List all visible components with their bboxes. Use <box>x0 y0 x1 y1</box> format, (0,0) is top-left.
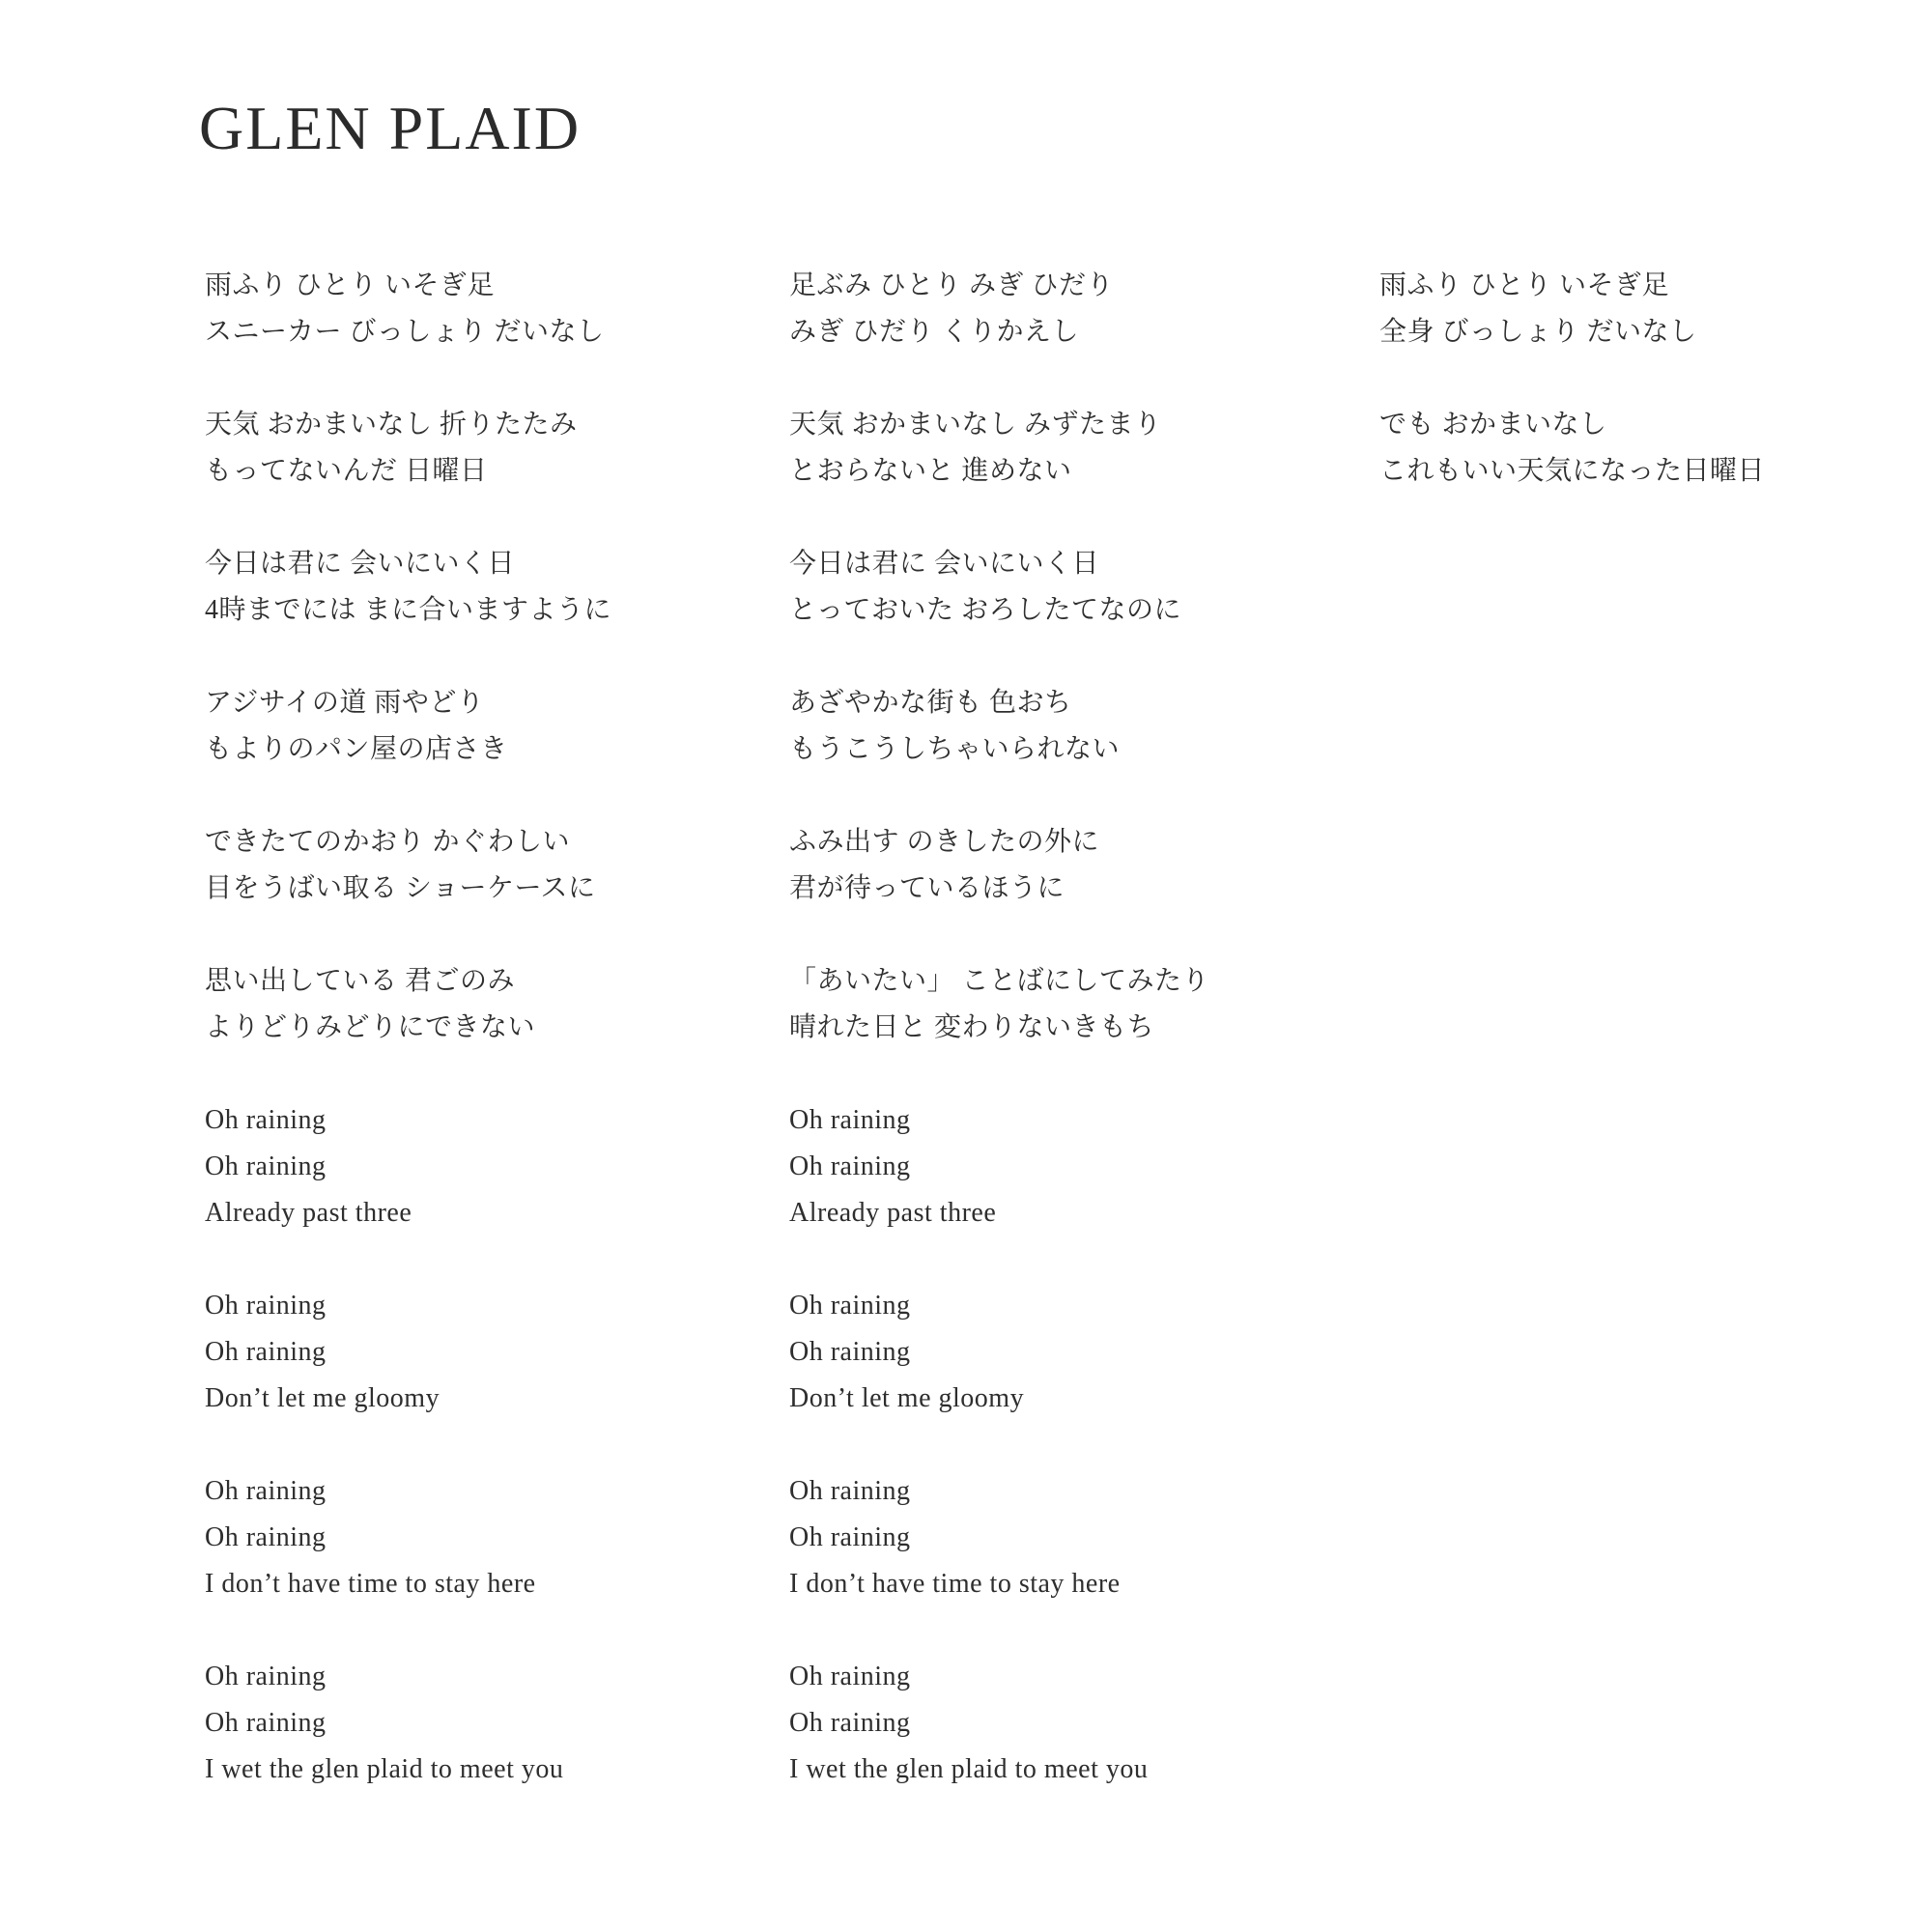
lyric-line: 4時までには まに合いますように <box>205 595 612 625</box>
stanza <box>205 680 765 773</box>
stanza <box>789 1097 1350 1236</box>
lyric-line: あざやかな街も 色おち <box>789 688 1072 718</box>
lyric-line: 思い出している 君ごのみ <box>205 966 516 996</box>
lyric-line: 全身 びっしょり だいなし <box>1379 317 1697 347</box>
lyric-line: Oh raining <box>789 1105 911 1135</box>
stanza <box>789 541 1350 634</box>
lyric-line: Oh raining <box>205 1291 327 1321</box>
lyric-line: I don’t have time to stay here <box>205 1569 536 1599</box>
lyric-line: 君が待っているほうに <box>789 873 1065 903</box>
lyric-line: Oh raining <box>205 1105 327 1135</box>
stanza <box>789 958 1350 1051</box>
lyric-line: Oh raining <box>205 1476 327 1506</box>
stanza <box>205 541 765 634</box>
lyric-line: できたてのかおり かぐわしい <box>205 827 571 857</box>
stanza <box>789 402 1350 495</box>
lyric-line: I wet the glen plaid to meet you <box>789 1754 1149 1784</box>
lyric-line: とおらないと 進めない <box>789 456 1072 486</box>
lyric-line: でも おかまいなし <box>1379 410 1607 440</box>
stanza <box>1379 263 1932 355</box>
lyric-line: 天気 おかまいなし 折りたたみ <box>205 410 578 440</box>
lyric-line: 雨ふり ひとり いそぎ足 <box>1379 270 1670 300</box>
lyric-line: Oh raining <box>205 1151 327 1181</box>
lyric-line: 足ぶみ ひとり みぎ ひだり <box>789 270 1115 300</box>
lyric-line: Oh raining <box>789 1476 911 1506</box>
lyric-line: 雨ふり ひとり いそぎ足 <box>205 270 496 300</box>
lyric-line: もうこうしちゃいられない <box>789 734 1121 764</box>
stanza <box>789 680 1350 773</box>
lyric-line: もってないんだ 日曜日 <box>205 456 488 486</box>
lyric-line: 今日は君に 会いにいく日 <box>789 549 1100 579</box>
lyric-line: 天気 おかまいなし みずたまり <box>789 410 1162 440</box>
lyric-line: Oh raining <box>205 1522 327 1552</box>
stanza <box>205 819 765 912</box>
stanza <box>205 1283 765 1422</box>
lyrics-column-middle <box>789 263 1350 1839</box>
lyric-line: 目をうばい取る ショーケースに <box>205 873 596 903</box>
lyric-line: ふみ出す のきしたの外に <box>789 827 1100 857</box>
lyric-line: I don’t have time to stay here <box>789 1569 1121 1599</box>
lyric-line: Oh raining <box>789 1291 911 1321</box>
lyric-line: Don’t let me gloomy <box>789 1383 1025 1413</box>
stanza <box>205 402 765 495</box>
lyric-line: Oh raining <box>789 1662 911 1691</box>
stanza <box>789 1283 1350 1422</box>
stanza <box>205 1097 765 1236</box>
lyric-line: 「あいたい」 ことばにしてみたり <box>789 966 1210 996</box>
lyric-line: Already past three <box>205 1198 412 1228</box>
stanza <box>789 263 1350 355</box>
lyric-line: Oh raining <box>789 1522 911 1552</box>
lyric-line: これもいい天気になった日曜日 <box>1379 456 1766 486</box>
lyric-line: Oh raining <box>205 1708 327 1738</box>
lyrics-column-right <box>1379 263 1932 541</box>
lyric-line: Oh raining <box>789 1708 911 1738</box>
stanza <box>205 1468 765 1607</box>
stanza <box>205 1654 765 1793</box>
lyric-line: Oh raining <box>205 1337 327 1367</box>
stanza <box>789 1654 1350 1793</box>
lyric-line: Oh raining <box>205 1662 327 1691</box>
lyric-line: よりどりみどりにできない <box>205 1012 536 1042</box>
lyric-line: とっておいた おろしたてなのに <box>789 595 1181 625</box>
lyric-line: Don’t let me gloomy <box>205 1383 440 1413</box>
lyric-line: もよりのパン屋の店さき <box>205 734 508 764</box>
lyric-line: Oh raining <box>789 1337 911 1367</box>
lyric-line: Oh raining <box>789 1151 911 1181</box>
lyric-line: 晴れた日と 変わりないきもち <box>789 1012 1155 1042</box>
stanza <box>205 263 765 355</box>
lyric-line: みぎ ひだり くりかえし <box>789 317 1080 347</box>
lyric-line: I wet the glen plaid to meet you <box>205 1754 564 1784</box>
page-title: GLEN PLAID <box>199 94 582 162</box>
lyric-line: アジサイの道 雨やどり <box>205 688 485 718</box>
lyrics-column-left <box>205 263 765 1839</box>
stanza <box>789 819 1350 912</box>
lyric-line: スニーカー びっしょり だいなし <box>205 317 605 347</box>
lyric-line: 今日は君に 会いにいく日 <box>205 549 516 579</box>
lyric-line: Already past three <box>789 1198 997 1228</box>
stanza <box>789 1468 1350 1607</box>
stanza <box>1379 402 1932 495</box>
stanza <box>205 958 765 1051</box>
